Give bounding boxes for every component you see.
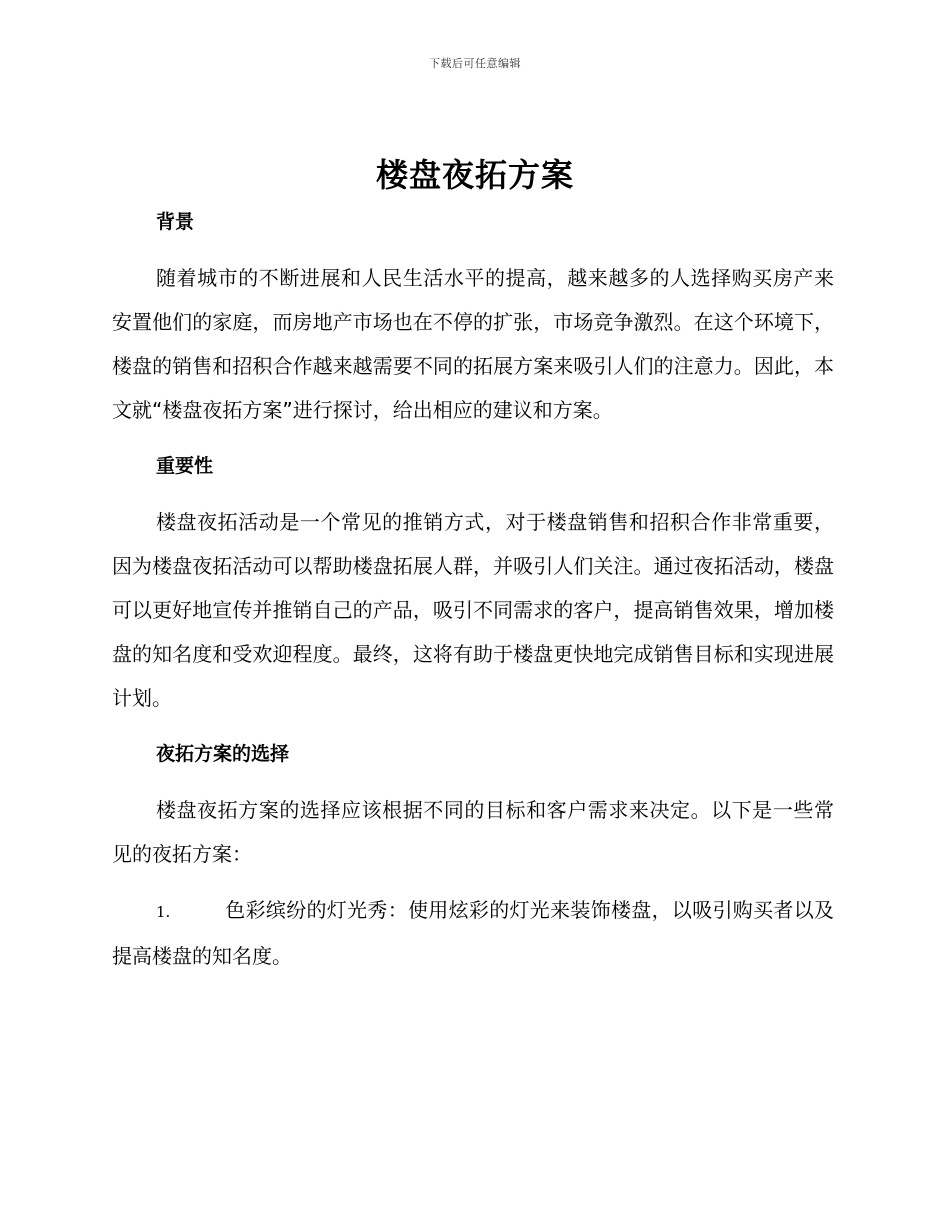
section-paragraph-importance: 楼盘夜拓活动是一个常见的推销方式，对于楼盘销售和招积合作非常重要，因为楼盘夜拓活动可以帮助楼盘拓展人群，并吸引人们关注。通过夜拓活动，楼盘可以更好地宣传并推销自己的产品，吸引不同需求的客户，提高销售效果，增加楼盘的知名度和受欢迎程度。最终，这将有助于楼盘更快地完成销售目标和实现进展计划。 <box>112 510 834 710</box>
list-item-text: 色彩缤纷的灯光秀：使用炫彩的灯光来装饰楼盘，以吸引购买者以及提高楼盘的知名度。 <box>112 898 834 968</box>
section-paragraph-plan-selection: 楼盘夜拓方案的选择应该根据不同的目标和客户需求来决定。以下是一些常见的夜拓方案： <box>112 798 834 866</box>
section-heading-importance: 重要性 <box>156 455 214 477</box>
document-title: 楼盘夜拓方案 <box>375 156 574 194</box>
section-heading-background: 背景 <box>156 211 195 233</box>
list-item-number: 1. <box>156 903 171 921</box>
section-paragraph-background: 随着城市的不断进展和人民生活水平的提高，越来越多的人选择购买房产来安置他们的家庭，而房地产市场也在不停的扩张，市场竞争激烈。在这个环境下，楼盘的销售和招积合作越来越需要不同的拓展方案来吸引人们的注意力。因此，本文就“楼盘夜拓方案”进行探讨，给出相应的建议和方案。 <box>112 266 834 422</box>
document-body <box>112 200 834 978</box>
header-note: 下载后可任意编辑 <box>429 57 521 70</box>
section-heading-plan-selection: 夜拓方案的选择 <box>156 743 290 765</box>
list-item <box>112 888 834 978</box>
